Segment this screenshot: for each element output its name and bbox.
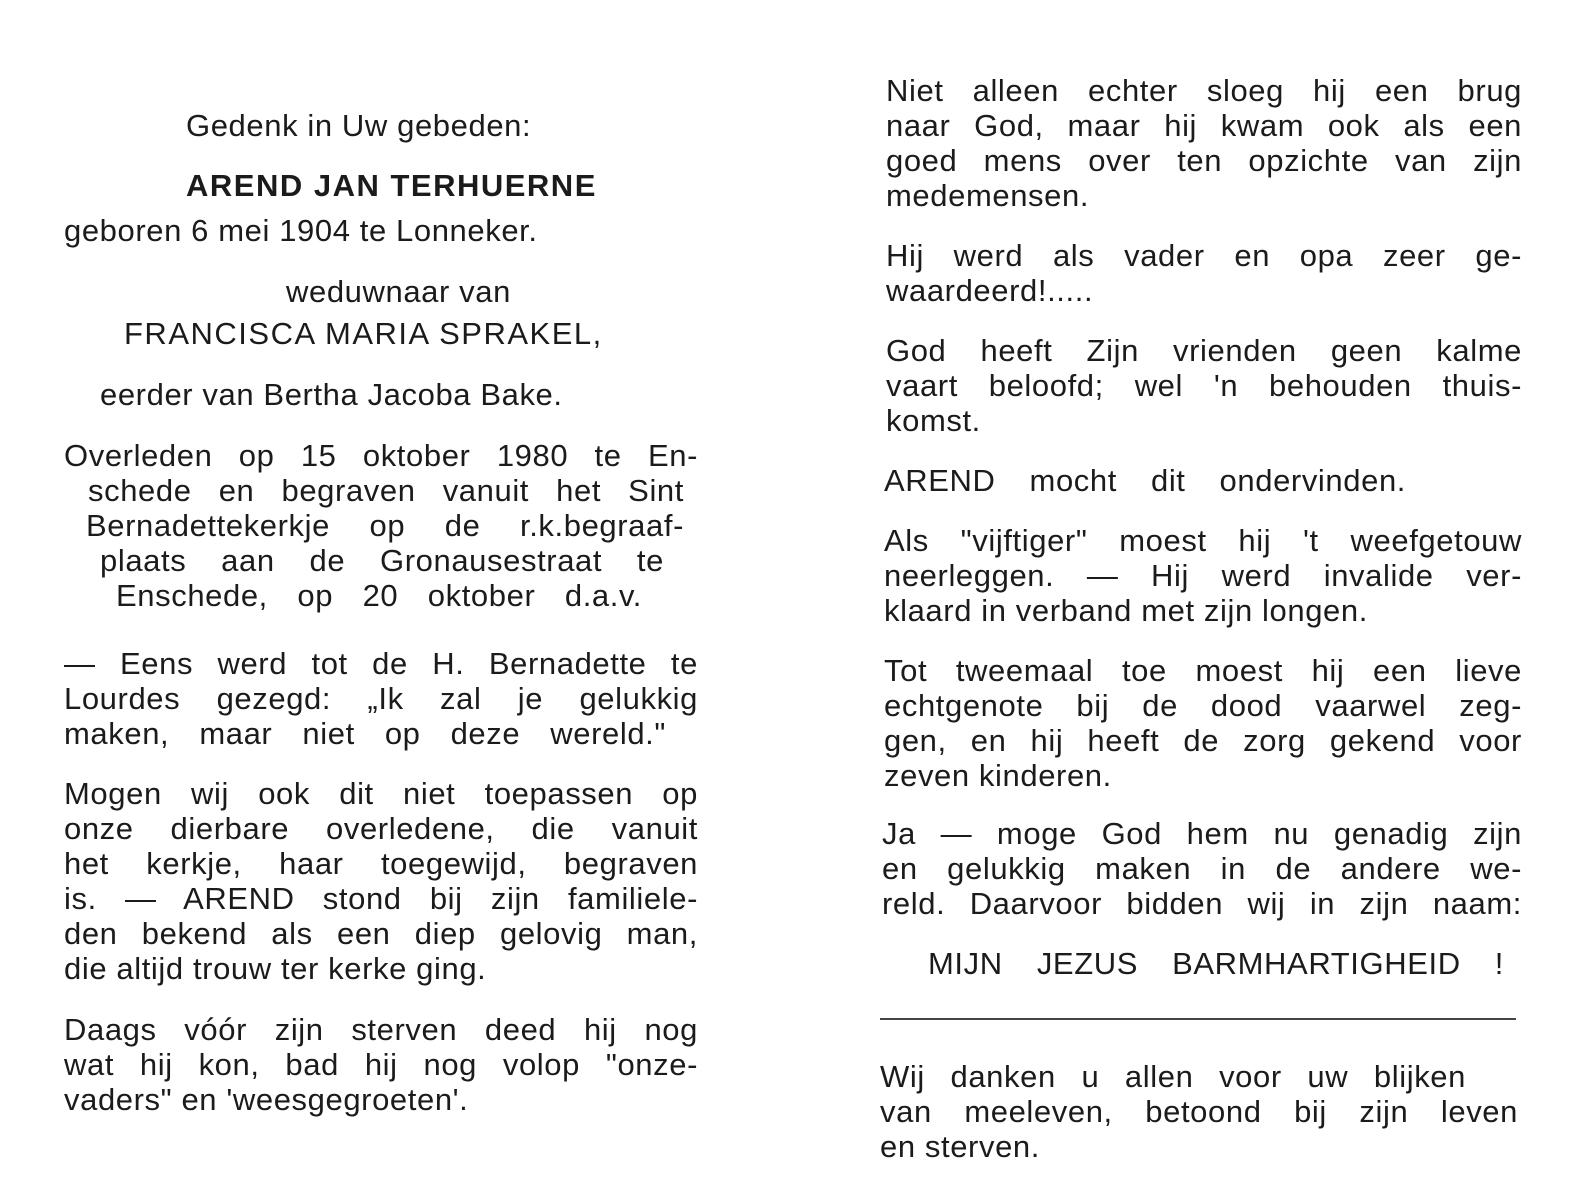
right-p4-line-1: AREND mocht dit ondervinden. [884,463,1406,498]
header-gedenk: Gedenk in Uw gebeden: [186,108,532,143]
right-p7-line-1: Ja — moge God hem nu genadig zijn [882,816,1522,851]
deceased-name: AREND JAN TERHUERNE [186,168,597,203]
prayer-line: MIJN JEZUS BARMHARTIGHEID ! [928,946,1504,981]
widower-label: weduwnaar van [286,274,511,309]
death-line-2: schede en begraven vanuit het Sint [88,473,684,508]
right-p2-line-2: waardeerd!..... [886,273,1094,308]
death-line-5: Enschede, op 20 oktober d.a.v. [116,578,642,613]
right-p1-line-4: medemensen. [886,178,1090,213]
para2-line-3: vaders" en 'weesgegroeten'. [64,1082,469,1117]
death-line-3: Bernadettekerkje op de r.k.begraaf- [86,508,684,543]
right-p2-line-1: Hij werd als vader en opa zeer ge- [886,238,1522,273]
quote-line-1: — Eens werd tot de H. Bernadette te [64,646,698,681]
thanks-line-1: Wij danken u allen voor uw blijken [880,1059,1466,1094]
right-p5-line-2: neerleggen. — Hij werd invalide ver- [884,558,1522,593]
death-line-1: Overleden op 15 oktober 1980 te En- [64,438,698,473]
thanks-line-3: en sterven. [880,1129,1040,1164]
para1-line-6: die altijd trouw ter kerke ging. [64,951,487,986]
para2-line-1: Daags vóór zijn sterven deed hij nog [64,1012,698,1047]
spouse-name: FRANCISCA MARIA SPRAKEL, [124,316,603,351]
para1-line-1: Mogen wij ook dit niet toepassen op [64,776,698,811]
birth-line: geboren 6 mei 1904 te Lonneker. [64,213,538,248]
thanks-line-2: van meeleven, betoond bij zijn leven [880,1094,1518,1129]
right-p3-line-2: vaart beloofd; wel 'n behouden thuis- [886,368,1522,403]
right-p6-line-4: zeven kinderen. [884,758,1112,793]
para1-line-4: is. — AREND stond bij zijn familiele- [64,881,698,916]
right-p1-line-1: Niet alleen echter sloeg hij een brug [886,73,1522,108]
right-p6-line-2: echtgenote bij de dood vaarwel zeg- [884,688,1522,723]
quote-line-3: maken, maar niet op deze wereld." [64,716,666,751]
right-p5-line-3: klaard in verband met zijn longen. [884,593,1368,628]
right-p7-line-2: en gelukkig maken in de andere we- [882,851,1522,886]
right-p6-line-3: gen, en hij heeft de zorg gekend voor [884,723,1522,758]
para1-line-5: den bekend als een diep gelovig man, [64,916,698,951]
right-p5-line-1: Als "vijftiger" moest hij 't weefgetouw [884,523,1522,558]
right-p1-line-3: goed mens over ten opzichte van zijn [886,143,1522,178]
right-p1-line-2: naar God, maar hij kwam ook als een [886,108,1522,143]
right-p7-line-3: reld. Daarvoor bidden wij in zijn naam: [882,886,1522,921]
para1-line-2: onze dierbare overledene, die vanuit [64,811,698,846]
right-p3-line-3: komst. [886,403,981,438]
divider-rule [880,1018,1516,1020]
earlier-spouse: eerder van Bertha Jacoba Bake. [100,377,563,412]
right-p3-line-1: God heeft Zijn vrienden geen kalme [886,333,1522,368]
right-p6-line-1: Tot tweemaal toe moest hij een lieve [884,653,1522,688]
death-line-4: plaats aan de Gronausestraat te [100,543,664,578]
para1-line-3: het kerkje, haar toegewijd, begraven [64,846,698,881]
para2-line-2: wat hij kon, bad hij nog volop "onze- [64,1047,698,1082]
quote-line-2: Lourdes gezegd: „Ik zal je gelukkig [64,681,698,716]
